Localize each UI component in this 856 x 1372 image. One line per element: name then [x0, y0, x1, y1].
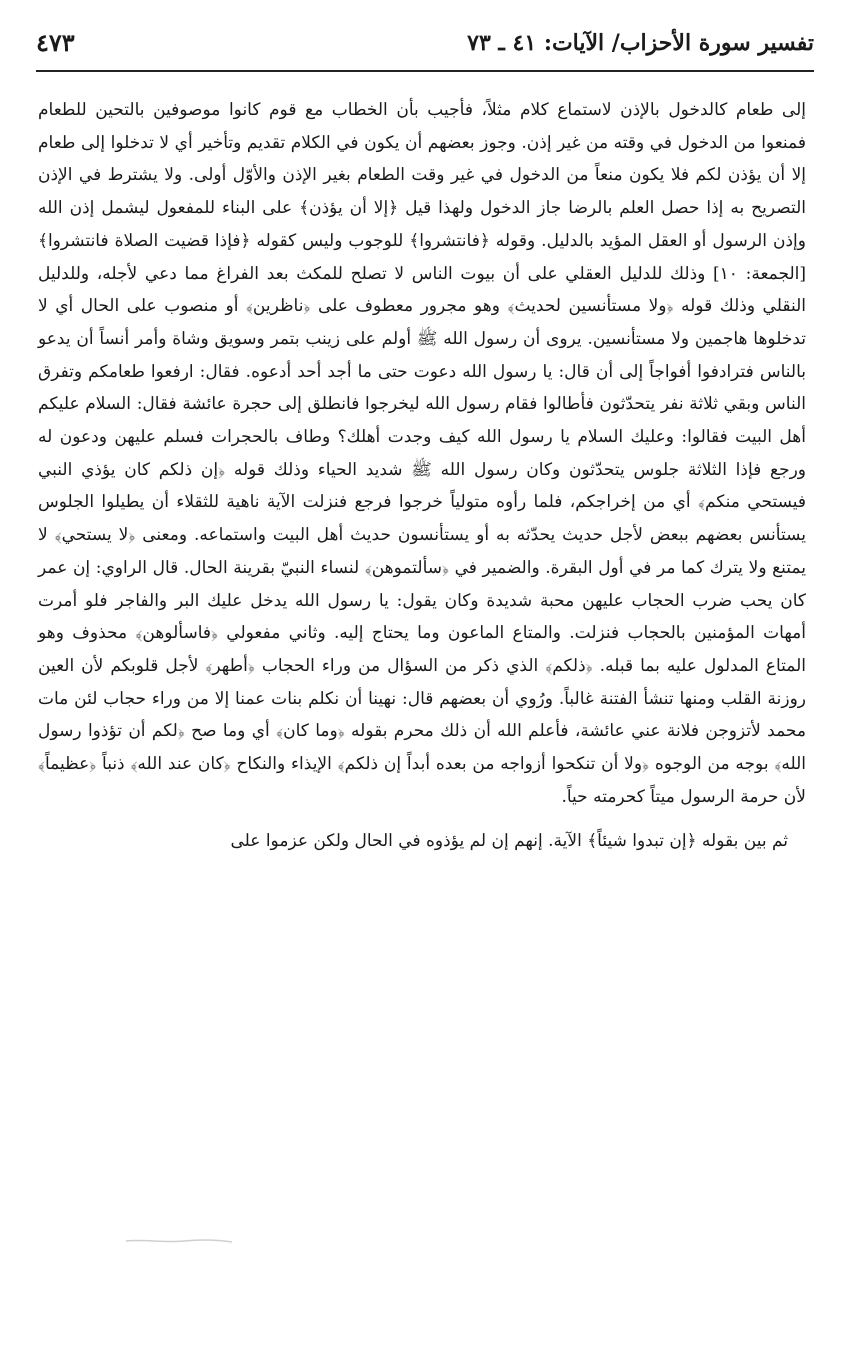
body-text: [38, 94, 806, 858]
page-header: [36, 20, 814, 72]
running-title: تفسير سورة الأحزاب/ الآيات: ٤١ ـ ٧٣: [467, 30, 814, 56]
paragraph: ثم بين بقوله ﴿إن تبدوا شيئاً﴾ الآية. إنهم إن لم يؤذوه في الحال ولكن عزموا على: [230, 831, 788, 852]
page-number: ٤٧٣: [36, 28, 75, 57]
header-rule: [36, 70, 814, 72]
scan-smudge: [124, 1238, 234, 1244]
paragraph: إلى طعام كالدخول بالإذن لاستماع كلام مثلاً، فأجيب بأن الخطاب مع قوم كانوا موصوفين بالتحين للطعام فمنعوا من الدخول في وقته من غير إذن. وجوز بعضهم أن يكون في الكلام تقديم وتأخير أي لا تدخلوا إلى طعام إلا أن يؤذن لكم فلا يكون منعاً من الدخول في غير وقت الطعام بغير الإذن والأوّل أولى. ولا يشترط في الإذن التصريح به إذا حصل العلم بالرضا جاز الدخول ولهذا قيل ﴿إلا أن يؤذن﴾ على البناء للمفعول ليشمل إذن الله وإذن الرسول أو العقل المؤيد بالدليل. وقوله ﴿فانتشروا﴾ للوجوب وليس كقوله ﴿فإذا قضيت الصلاة فانتشروا﴾ [الجمعة: ١٠] وذلك للدليل العقلي على أن بيوت الناس لا تصلح للمكث بعد الفراغ مما دعي لأجله، وللدليل النقلي وذلك قوله ﴿ولا مستأنسين لحديث﴾ وهو مجرور معطوف على ﴿ناظرين﴾ أو منصوب على الحال أي لا تدخلوها هاجمين ولا مستأنسين. يروى أن رسول الله ﷺ أولم على زينب بتمر وسويق وشاة وأمر أنساً أن يدعو بالناس فترادفوا أفواجاً إلى أن قال: يا رسول الله دعوت حتى ما أجد أحد أدعوه. فقال: ارفعوا طعامكم وتفرق الناس وبقي ثلاثة نفر يتحدّثون فأطالوا فقام رسول الله ليخرجوا فانطلق إلى حجرة عائشة فقال: السلام عليكم أهل البيت فقالوا: وعليك السلام يا رسول الله كيف وجدت أهلك؟ وطاف بالحجرات فسلم عليهن ودعون له ورجع فإذا الثلاثة جلوس يتحدّثون وكان رسول الله ﷺ شديد الحياء وذلك قوله ﴿إن ذلكم كان يؤذي النبي فيستحي منكم﴾ أي من إخراجكم، فلما رأوه متولياً خرجوا فرجع فنزلت الآية ناهية للثقلاء أن يطيلوا الجلوس يستأنس بعضهم ببعض لأجل حديث يحدّثه به أو يستأنسون حديث أهل البيت واستماعه. ومعنى ﴿لا يستحي﴾ لا يمتنع ولا يترك كما مر في أول البقرة. والضمير في ﴿سألتموهن﴾ لنساء النبيّ بقرينة الحال. قال الراوي: إن عمر كان يحب ضرب الحجاب عليهن محبة شديدة وكان يقول: يا رسول الله يدخل عليك البر والفاجر فلو أمرت أمهات المؤمنين بالحجاب فنزلت. والمتاع الماعون وما يحتاج إليه. وثاني مفعولي ﴿فاسألوهن﴾ محذوف وهو المتاع المدلول عليه بما قبله. ﴿ذلكم﴾ الذي ذكر من السؤال من وراء الحجاب ﴿أطهر﴾ لأجل قلوبكم لأن العين روزنة القلب ومنها تنشأ الفتنة غالباً. ورُوي أن بعضهم قال: نهينا أن نكلم بنات عمنا إلا من وراء حجاب لئن مات محمد لأتزوجن فلانة عني عائشة، فأعلم الله أن ذلك محرم بقوله ﴿وما كان﴾ أي وما صح ﴿لكم أن تؤذوا رسول الله﴾ بوجه من الوجوه ﴿ولا أن تنكحوا أزواجه من بعده أبداً إن ذلكم﴾ الإيذاء والنكاح ﴿كان عند الله﴾ ذنباً ﴿عظيماً﴾ لأن حرمة الرسول ميتاً كحرمته حياً.: [38, 100, 807, 807]
